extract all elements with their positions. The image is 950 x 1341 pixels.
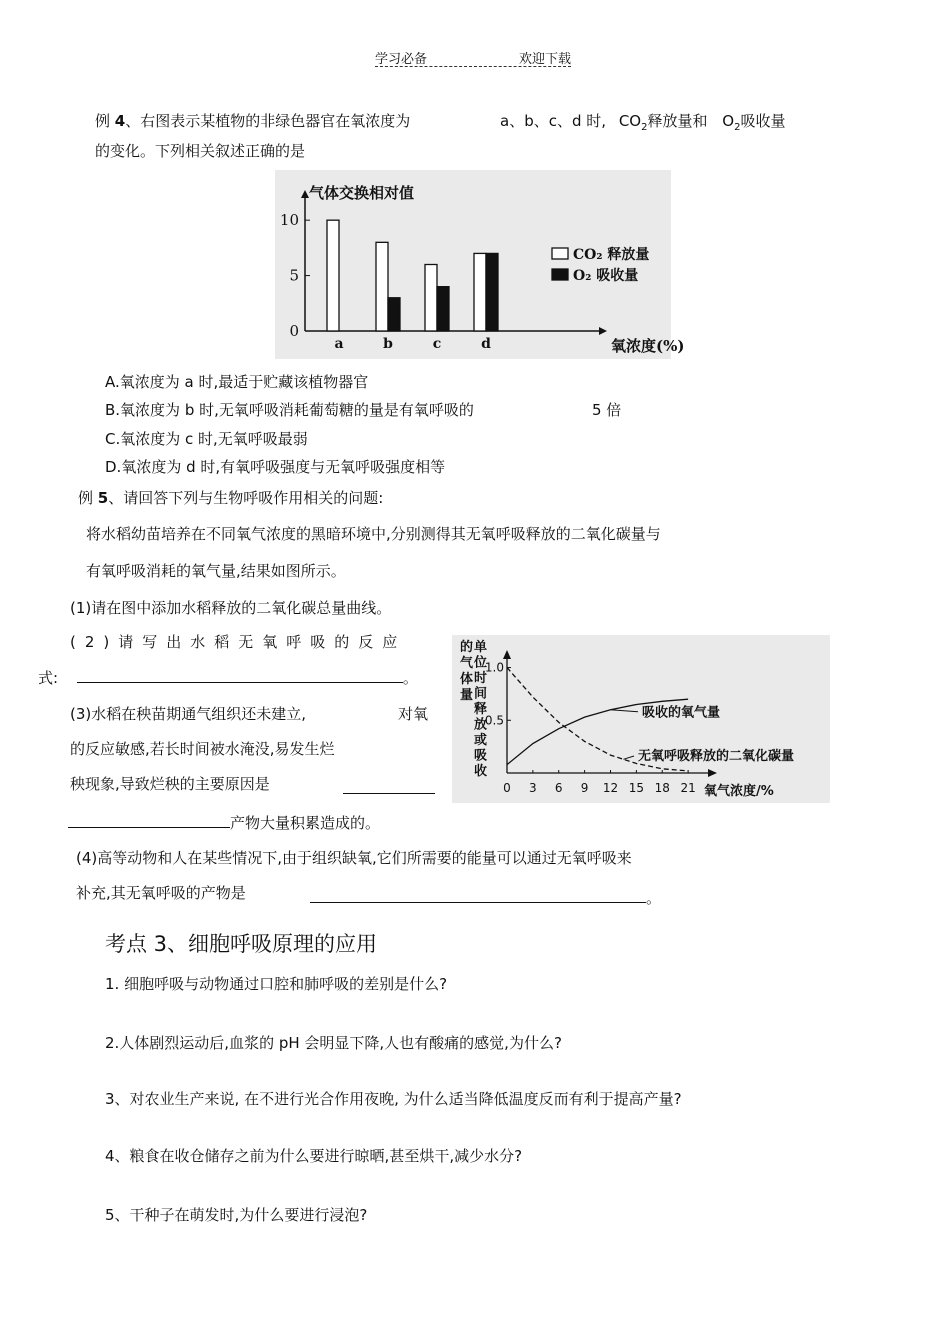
line-ylabel-inner-char: 释 [474, 702, 488, 717]
line-xtick-label: 6 [554, 781, 563, 795]
line-xlabel: 氧气浓度/% [704, 784, 774, 799]
example4-line2: 的变化。下列相关叙述正确的是 [95, 142, 306, 160]
line-chart [452, 635, 830, 803]
line-xtick-label: 15 [628, 781, 645, 795]
q2-answer-blank[interactable] [77, 667, 403, 683]
line-ylabel-inner-char: 收 [474, 764, 488, 779]
line-ylabel-outer-char: 的 [460, 640, 474, 655]
section3-item-5: 5、干种子在萌发时,为什么要进行浸泡? [105, 1206, 368, 1224]
bar-co2-b [376, 242, 388, 331]
line-ylabel-inner-char: 位 [474, 655, 488, 671]
line-xtick-label: 0 [503, 781, 511, 795]
option-d: D.氧浓度为 d 时,有氧呼吸强度与无氧呼吸强度相等 [105, 458, 446, 476]
example4-letters: a、b、c、d 时, [500, 112, 607, 130]
option-a: A.氧浓度为 a 时,最适于贮藏该植物器官 [105, 373, 369, 391]
header-left: 学习必备 [375, 52, 428, 67]
q3-answer-blank-1[interactable] [343, 778, 435, 798]
line-ylabel-inner-char: 放 [474, 717, 488, 733]
line-xtick-label: 12 [602, 781, 619, 795]
line-xtick-label: 21 [680, 781, 696, 795]
option-b: B.氧浓度为 b 时,无氧呼吸消耗葡萄糖的量是有氧呼吸的 [105, 401, 474, 419]
line-xtick-label: 3 [529, 781, 537, 795]
section3-item-2: 2.人体剧烈运动后,血浆的 pH 会明显下降,人也有酸痛的感觉,为什么? [105, 1034, 562, 1052]
line-co2-leader [623, 756, 634, 759]
option-c: C.氧浓度为 c 时,无氧呼吸最弱 [105, 430, 308, 448]
example4-label: 例 [95, 112, 111, 130]
bar-xtick-label: c [432, 336, 442, 352]
bar-xlabel: 氧浓度(%) [611, 337, 685, 355]
example5-q4-line1: (4)高等动物和人在某些情况下,由于组织缺氧,它们所需要的能量可以通过无氧呼吸来 [76, 849, 632, 867]
bar-ytick-label: 10 [279, 211, 299, 230]
co2-tail: 释放量和 [647, 112, 708, 130]
line-ylabel-outer-char: 气 [460, 656, 474, 671]
example5-q3-line1b: 对氧 [398, 705, 429, 723]
example5-q4-line2: 补充,其无氧呼吸的产物是 [76, 884, 246, 902]
bar-ylabel: 气体交换相对值 [309, 184, 415, 202]
bar-o2-c [437, 287, 449, 331]
line-o2-label: 吸收的氧气量 [642, 705, 721, 721]
legend-co2-label: CO₂ 释放量 [573, 247, 650, 263]
line-ylabel-inner-char: 单 [474, 640, 488, 655]
example5-q3-line1: (3)水稻在秧苗期通气组织还未建立, [70, 705, 307, 723]
o2-tail: 吸收量 [740, 112, 786, 130]
example5-intro-1: 将水稻幼苗培养在不同氧气浓度的黑暗环境中,分别测得其无氧呼吸释放的二氧化碳量与 [86, 525, 661, 543]
header-right: 欢迎下载 [518, 52, 571, 67]
example5-q2-line2: 式: 。 [38, 669, 418, 687]
line-ylabel-outer-char: 量 [460, 688, 474, 703]
bar-chart-svg [275, 170, 685, 359]
example5-q3-line3: 秧现象,导致烂秧的主要原因是 [70, 775, 270, 793]
bar-o2-d [486, 253, 498, 331]
section3-item-4: 4、粮食在收仓储存之前为什么要进行晾晒,甚至烘干,减少水分? [105, 1147, 523, 1165]
bar-co2-d [474, 253, 486, 331]
q4-answer-blank[interactable]: 。 [310, 887, 661, 908]
example5-intro-2: 有氧呼吸消耗的氧气量,结果如图所示。 [86, 562, 346, 580]
bar-ytick-label: 5 [289, 266, 299, 285]
q3-answer-blank-2[interactable] [68, 812, 230, 828]
line-ylabel-inner-char: 间 [474, 686, 488, 702]
bar-co2-c [425, 265, 437, 332]
example5-q3-line2: 的反应敏感,若长时间被水淹没,易发生烂 [70, 740, 335, 758]
co2-term: $CO_2$ [618, 112, 648, 133]
legend-o2-swatch [552, 269, 568, 280]
example4-line1-vars [500, 110, 785, 133]
line-ylabel-outer-char: 体 [460, 672, 474, 687]
example5-q2-line1: (2)请写出水稻无氧呼吸的反应 [70, 633, 407, 651]
bar-chart [275, 170, 685, 359]
bar-xtick-label: b [383, 336, 393, 352]
line-xtick-label: 9 [580, 781, 589, 795]
example4-number: 4 [114, 112, 126, 130]
line-ytick-label: 1.0 [484, 660, 504, 675]
bar-o2-b [388, 298, 400, 331]
legend-o2-label: O₂ 吸收量 [573, 268, 639, 284]
bar-xtick-label: d [481, 336, 491, 352]
page-header [375, 48, 571, 67]
section3-item-1: 1. 细胞呼吸与动物通过口腔和肺呼吸的差别是什么? [105, 975, 448, 993]
line-ylabel-inner-char: 时 [474, 671, 488, 686]
o2-term: $O_2$ [722, 112, 741, 133]
line-co2-label: 无氧呼吸释放的二氧化碳量 [638, 749, 795, 764]
line-ytick-label: 0.5 [484, 713, 504, 728]
line-o2-leader [611, 710, 639, 712]
example4-line1 [95, 110, 410, 131]
line-x-arrow [708, 769, 717, 777]
line-xtick-label: 18 [654, 781, 670, 795]
option-b-tail: 5 倍 [592, 401, 622, 419]
bar-xtick-label: a [334, 336, 344, 352]
line-chart-svg [452, 635, 830, 803]
section-title: 考点 3、细胞呼吸原理的应用 [105, 932, 378, 956]
example5-title: 例 5、请回答下列与生物呼吸作用相关的问题: [78, 489, 384, 507]
bar-y-arrow [301, 190, 309, 198]
bar-x-arrow [599, 327, 607, 335]
bar-co2-a [327, 220, 339, 331]
example4-text: 、右图表示某植物的非绿色器官在氧浓度为 [125, 112, 411, 130]
line-y-arrow [503, 650, 511, 659]
bar-ytick-label: 0 [289, 322, 299, 340]
line-ylabel-inner-char: 或 [474, 733, 488, 748]
line-ylabel-inner-char: 吸 [474, 748, 488, 764]
legend-co2-swatch [552, 248, 568, 259]
example5-q3-line4: 产物大量积累造成的。 [68, 812, 380, 833]
example5-q1: (1)请在图中添加水稻释放的二氧化碳总量曲线。 [70, 599, 392, 617]
section3-item-3: 3、对农业生产来说, 在不进行光合作用夜晚, 为什么适当降低温度反而有利于提高产量? [105, 1090, 682, 1108]
